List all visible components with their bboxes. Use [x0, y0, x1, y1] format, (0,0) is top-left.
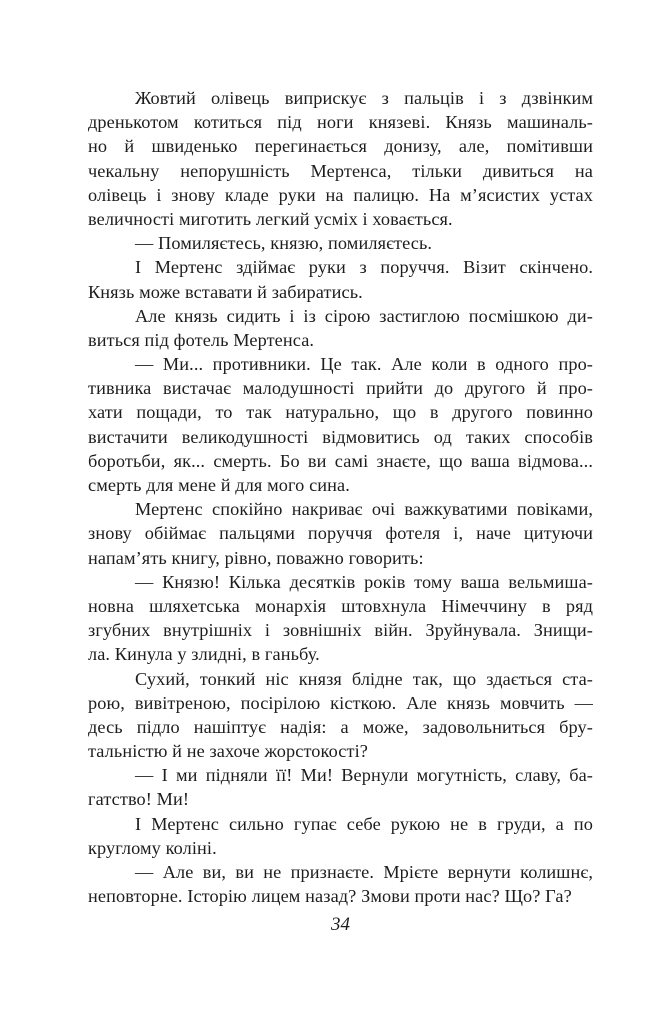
paragraph: [88, 667, 593, 764]
text-line: І Мертенс здіймає руки з поруччя. Візит скінчено.: [135, 257, 593, 278]
text-line: напам’ять книгу, рівно, поважно говорить:: [88, 547, 424, 568]
text-line: — Помиляєтесь, князю, помиляєтесь.: [135, 233, 433, 254]
paragraph: [88, 231, 593, 255]
text-line: боротьби, як... смерть. Бо ви самі знаєте, що ваша відмова...: [88, 450, 593, 471]
text-line: круглому коліні.: [88, 837, 217, 858]
text-line: величності миготить легкий усміх і ховається.: [88, 208, 453, 229]
body-text: [88, 86, 593, 908]
text-line: вистачити великодушності відмовитись од таких способів: [88, 426, 593, 447]
text-line: новна шляхетська монархія штовхнула Німеччину в ряд: [88, 595, 593, 616]
text-line: Але князь сидить і із сірою застиглою посмішкою ди-: [135, 305, 593, 326]
text-line: тивника вистачає малодушності прийти до другого й про-: [88, 378, 593, 399]
text-line: — Князю! Кілька десятків років тому ваша вельмиша-: [135, 571, 593, 592]
paragraph: [88, 497, 593, 570]
text-line: олівець і знову кладе руки на палицю. На м’ясистих устах: [88, 184, 593, 205]
paragraph: [88, 304, 593, 352]
text-line: тальністю й не захоче жорстокості?: [88, 741, 368, 762]
text-line: чекальну непорушність Мертенса, тільки дивиться на: [88, 160, 593, 181]
paragraph: [88, 860, 593, 908]
text-line: Жовтий олівець виприскує з пальців і з дзвінким: [135, 88, 593, 108]
text-line: но й швиденько перегинається донизу, але, помітивши: [88, 136, 593, 157]
paragraph: [88, 352, 593, 497]
page-number: 34: [331, 914, 350, 935]
paragraph: [88, 812, 593, 860]
text-line: згубних внутрішніх і зовнішніх війн. Зруйнувала. Знищи-: [88, 620, 593, 641]
text-line: Князь може вставати й забиратись.: [88, 281, 363, 302]
text-line: Мертенс спокійно накриває очі важкуватими повіками,: [135, 499, 593, 520]
text-line: знову обіймає пальцями поруччя фотеля і, наче цитуючи: [88, 523, 593, 544]
text-line: гатство! Ми!: [88, 789, 190, 810]
text-line: ла. Кинула у злидні, в ганьбу.: [88, 644, 320, 665]
text-line: неповторне. Історію лицем назад? Змови проти нас? Що? Га?: [88, 886, 572, 907]
text-line: десь підло нашіптує надія: а може, задовольниться бру-: [88, 716, 593, 737]
text-line: І Мертенс сильно гупає себе рукою не в груди, а по: [135, 813, 593, 834]
paragraph: [88, 570, 593, 667]
text-line: хати пощади, то так натурально, що в другого повинно: [88, 402, 593, 423]
text-line: смерть для мене й для мого сина.: [88, 475, 350, 495]
text-line: дренькотом котиться під ноги князеві. Князь машиналь-: [88, 112, 593, 133]
text-line: рою, вивітреною, посірілою кісткою. Але князь мовчить —: [88, 692, 593, 713]
paragraph: [88, 86, 593, 231]
text-line: — І ми підняли її! Ми! Вернули могутність, славу, ба-: [135, 765, 593, 786]
text-line: — Але ви, ви не признаєте. Мрієте вернути колишнє,: [135, 862, 593, 882]
paragraph: [88, 255, 593, 303]
paragraph: [88, 763, 593, 811]
text-line: виться під фотель Мертенса.: [88, 329, 315, 350]
text-line: — Ми... противники. Це так. Але коли в одного про-: [135, 354, 593, 375]
text-line: Сухий, тонкий ніс князя блідне так, що здається ста-: [135, 668, 593, 689]
